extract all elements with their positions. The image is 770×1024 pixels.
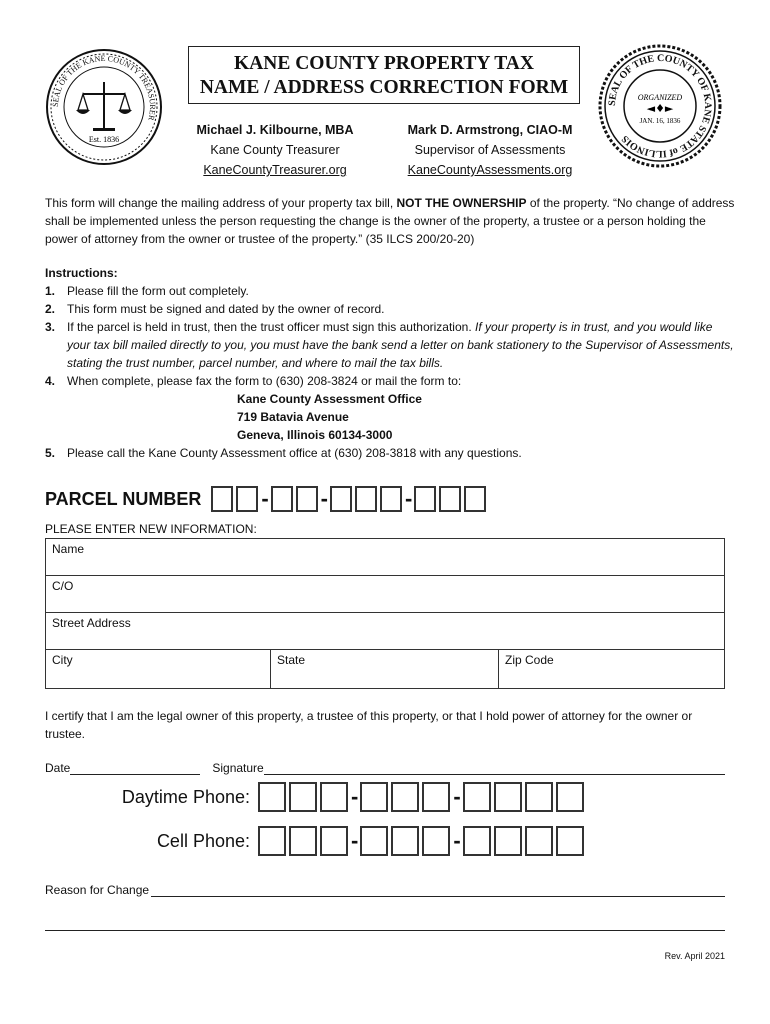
state-label: State xyxy=(277,653,306,667)
dash: - xyxy=(453,828,461,853)
phone-digit-box[interactable] xyxy=(391,782,419,812)
daytime-phone-row xyxy=(45,782,587,812)
zip-code-field[interactable] xyxy=(499,650,724,688)
revision-note: Rev. April 2021 xyxy=(664,951,725,961)
right-seal-ring-text: SEAL OF THE COUNTY OF KANE STATE of ILLINOIS xyxy=(606,52,714,160)
zip-code-label: Zip Code xyxy=(505,653,554,667)
state-field[interactable] xyxy=(271,650,499,688)
intro-paragraph: This form will change the mailing address of your property tax bill, NOT THE OWNERSHIP of the property. “No change of address shall be implemented unless the person requesting the change is the owner of the property, a trustee or a person holding the power of attorney from the owner or trustee of the property.” (35 ILCS 200/20-20) xyxy=(45,196,735,246)
instruction-item: 4. When complete, please fax the form to (630) 208-3824 or mail the form to: xyxy=(45,374,462,388)
dash: - xyxy=(261,486,269,511)
mailing-address-line: 719 Batavia Avenue xyxy=(237,410,349,424)
dash: - xyxy=(453,784,461,809)
phone-digit-box[interactable] xyxy=(525,782,553,812)
parcel-digit-box[interactable] xyxy=(439,486,461,512)
phone-digit-box[interactable] xyxy=(556,782,584,812)
phone-digit-box[interactable] xyxy=(289,826,317,856)
parcel-digit-box[interactable] xyxy=(380,486,402,512)
street-address-field[interactable] xyxy=(46,613,724,650)
phone-digit-box[interactable] xyxy=(525,826,553,856)
title-line-1: KANE COUNTY PROPERTY TAX xyxy=(234,53,534,74)
phone-digit-box[interactable] xyxy=(494,826,522,856)
phone-digit-box[interactable] xyxy=(258,826,286,856)
phone-digit-box[interactable] xyxy=(258,782,286,812)
county-seal xyxy=(598,44,722,168)
name-field[interactable] xyxy=(46,539,724,576)
parcel-digit-box[interactable] xyxy=(330,486,352,512)
phone-digit-box[interactable] xyxy=(289,782,317,812)
phone-digit-box[interactable] xyxy=(320,826,348,856)
daytime-phone-label: Daytime Phone: xyxy=(121,786,250,807)
treasurer-block xyxy=(180,120,370,180)
instruction-item: 5. Please call the Kane County Assessment office at (630) 208-3818 with any questions. xyxy=(45,446,522,460)
phone-digit-box[interactable] xyxy=(494,782,522,812)
assessor-block xyxy=(395,120,585,180)
new-info-table xyxy=(45,538,725,689)
phone-digit-box[interactable] xyxy=(556,826,584,856)
dash: - xyxy=(351,828,359,853)
name-label: Name xyxy=(52,542,85,556)
treasurer-name: Michael J. Kilbourne, MBA xyxy=(196,123,354,137)
city-label: City xyxy=(52,653,73,667)
parcel-digit-box[interactable] xyxy=(271,486,293,512)
date-label: Date xyxy=(45,761,71,775)
mailing-address-line: Kane County Assessment Office xyxy=(237,392,422,406)
treasurer-seal xyxy=(45,48,163,166)
city-field[interactable] xyxy=(46,650,271,688)
cell-phone-label: Cell Phone: xyxy=(156,830,250,851)
assessor-website-link[interactable]: KaneCountyAssessments.org xyxy=(407,163,573,177)
phone-digit-box[interactable] xyxy=(463,826,491,856)
instruction-item: 3. If the parcel is held in trust, then the trust officer must sign this authorization. If your property is in trust, and you would like your tax bill mailed directly to you, you must have the bank send a letter on bank stationery to the Supervisor of Assessments, stating the trust number, parcel number, and where to mail the tax bills. xyxy=(45,320,734,370)
phone-digit-box[interactable] xyxy=(360,782,388,812)
parcel-number-row xyxy=(45,484,489,514)
parcel-digit-box[interactable] xyxy=(296,486,318,512)
assessor-name: Mark D. Armstrong, CIAO-M xyxy=(407,123,573,137)
not-ownership-emphasis: NOT THE OWNERSHIP xyxy=(396,196,527,210)
reason-row xyxy=(45,882,725,897)
cell-phone-row xyxy=(45,826,587,856)
reason-line[interactable] xyxy=(151,882,725,897)
treasurer-title: Kane County Treasurer xyxy=(210,143,340,157)
phone-digit-box[interactable] xyxy=(422,782,450,812)
form-title xyxy=(188,46,580,104)
dash: - xyxy=(405,486,413,511)
reason-line-2[interactable] xyxy=(45,930,725,931)
right-seal-date: JAN. 16, 1836 xyxy=(639,117,681,125)
instruction-item: 1. Please fill the form out completely. xyxy=(45,284,249,298)
co-field[interactable] xyxy=(46,576,724,613)
left-seal-ring-text: SEAL OF THE KANE COUNTY TREASURER xyxy=(50,53,158,122)
city-state-zip-row xyxy=(46,650,724,688)
assessor-title: Supervisor of Assessments xyxy=(414,143,566,157)
parcel-digit-box[interactable] xyxy=(211,486,233,512)
title-line-2: NAME / ADDRESS CORRECTION FORM xyxy=(199,77,569,98)
parcel-number-label: PARCEL NUMBER xyxy=(45,488,202,509)
phone-digit-box[interactable] xyxy=(360,826,388,856)
new-info-heading: PLEASE ENTER NEW INFORMATION: xyxy=(45,522,257,536)
dash: - xyxy=(351,784,359,809)
left-seal-est: Est. 1836 xyxy=(88,135,120,144)
parcel-digit-box[interactable] xyxy=(236,486,258,512)
date-line[interactable] xyxy=(70,760,200,775)
instructions xyxy=(45,264,735,462)
co-label: C/O xyxy=(52,579,74,593)
phone-digit-box[interactable] xyxy=(391,826,419,856)
dash: - xyxy=(320,486,328,511)
instruction-item: 2. This form must be signed and dated by the owner of record. xyxy=(45,302,385,316)
signature-label: Signature xyxy=(212,761,264,775)
street-address-label: Street Address xyxy=(52,616,131,630)
svg-text:◄♦►: ◄♦► xyxy=(646,102,674,115)
date-signature-row xyxy=(45,760,725,775)
instructions-heading: Instructions: xyxy=(45,266,118,280)
mailing-address-line: Geneva, Illinois 60134-3000 xyxy=(237,428,393,442)
signature-line[interactable] xyxy=(264,760,725,775)
phone-digit-box[interactable] xyxy=(422,826,450,856)
treasurer-website-link[interactable]: KaneCountyTreasurer.org xyxy=(203,163,347,177)
certification-text: I certify that I am the legal owner of this property, a trustee of this property, or that I hold power of attorney for the owner or trustee. xyxy=(45,709,693,741)
parcel-digit-box[interactable] xyxy=(355,486,377,512)
phone-digit-box[interactable] xyxy=(320,782,348,812)
right-seal-organized: ORGANIZED xyxy=(637,93,683,102)
parcel-digit-box[interactable] xyxy=(414,486,436,512)
reason-label: Reason for Change xyxy=(45,883,150,897)
phone-digit-box[interactable] xyxy=(463,782,491,812)
parcel-digit-box[interactable] xyxy=(464,486,486,512)
